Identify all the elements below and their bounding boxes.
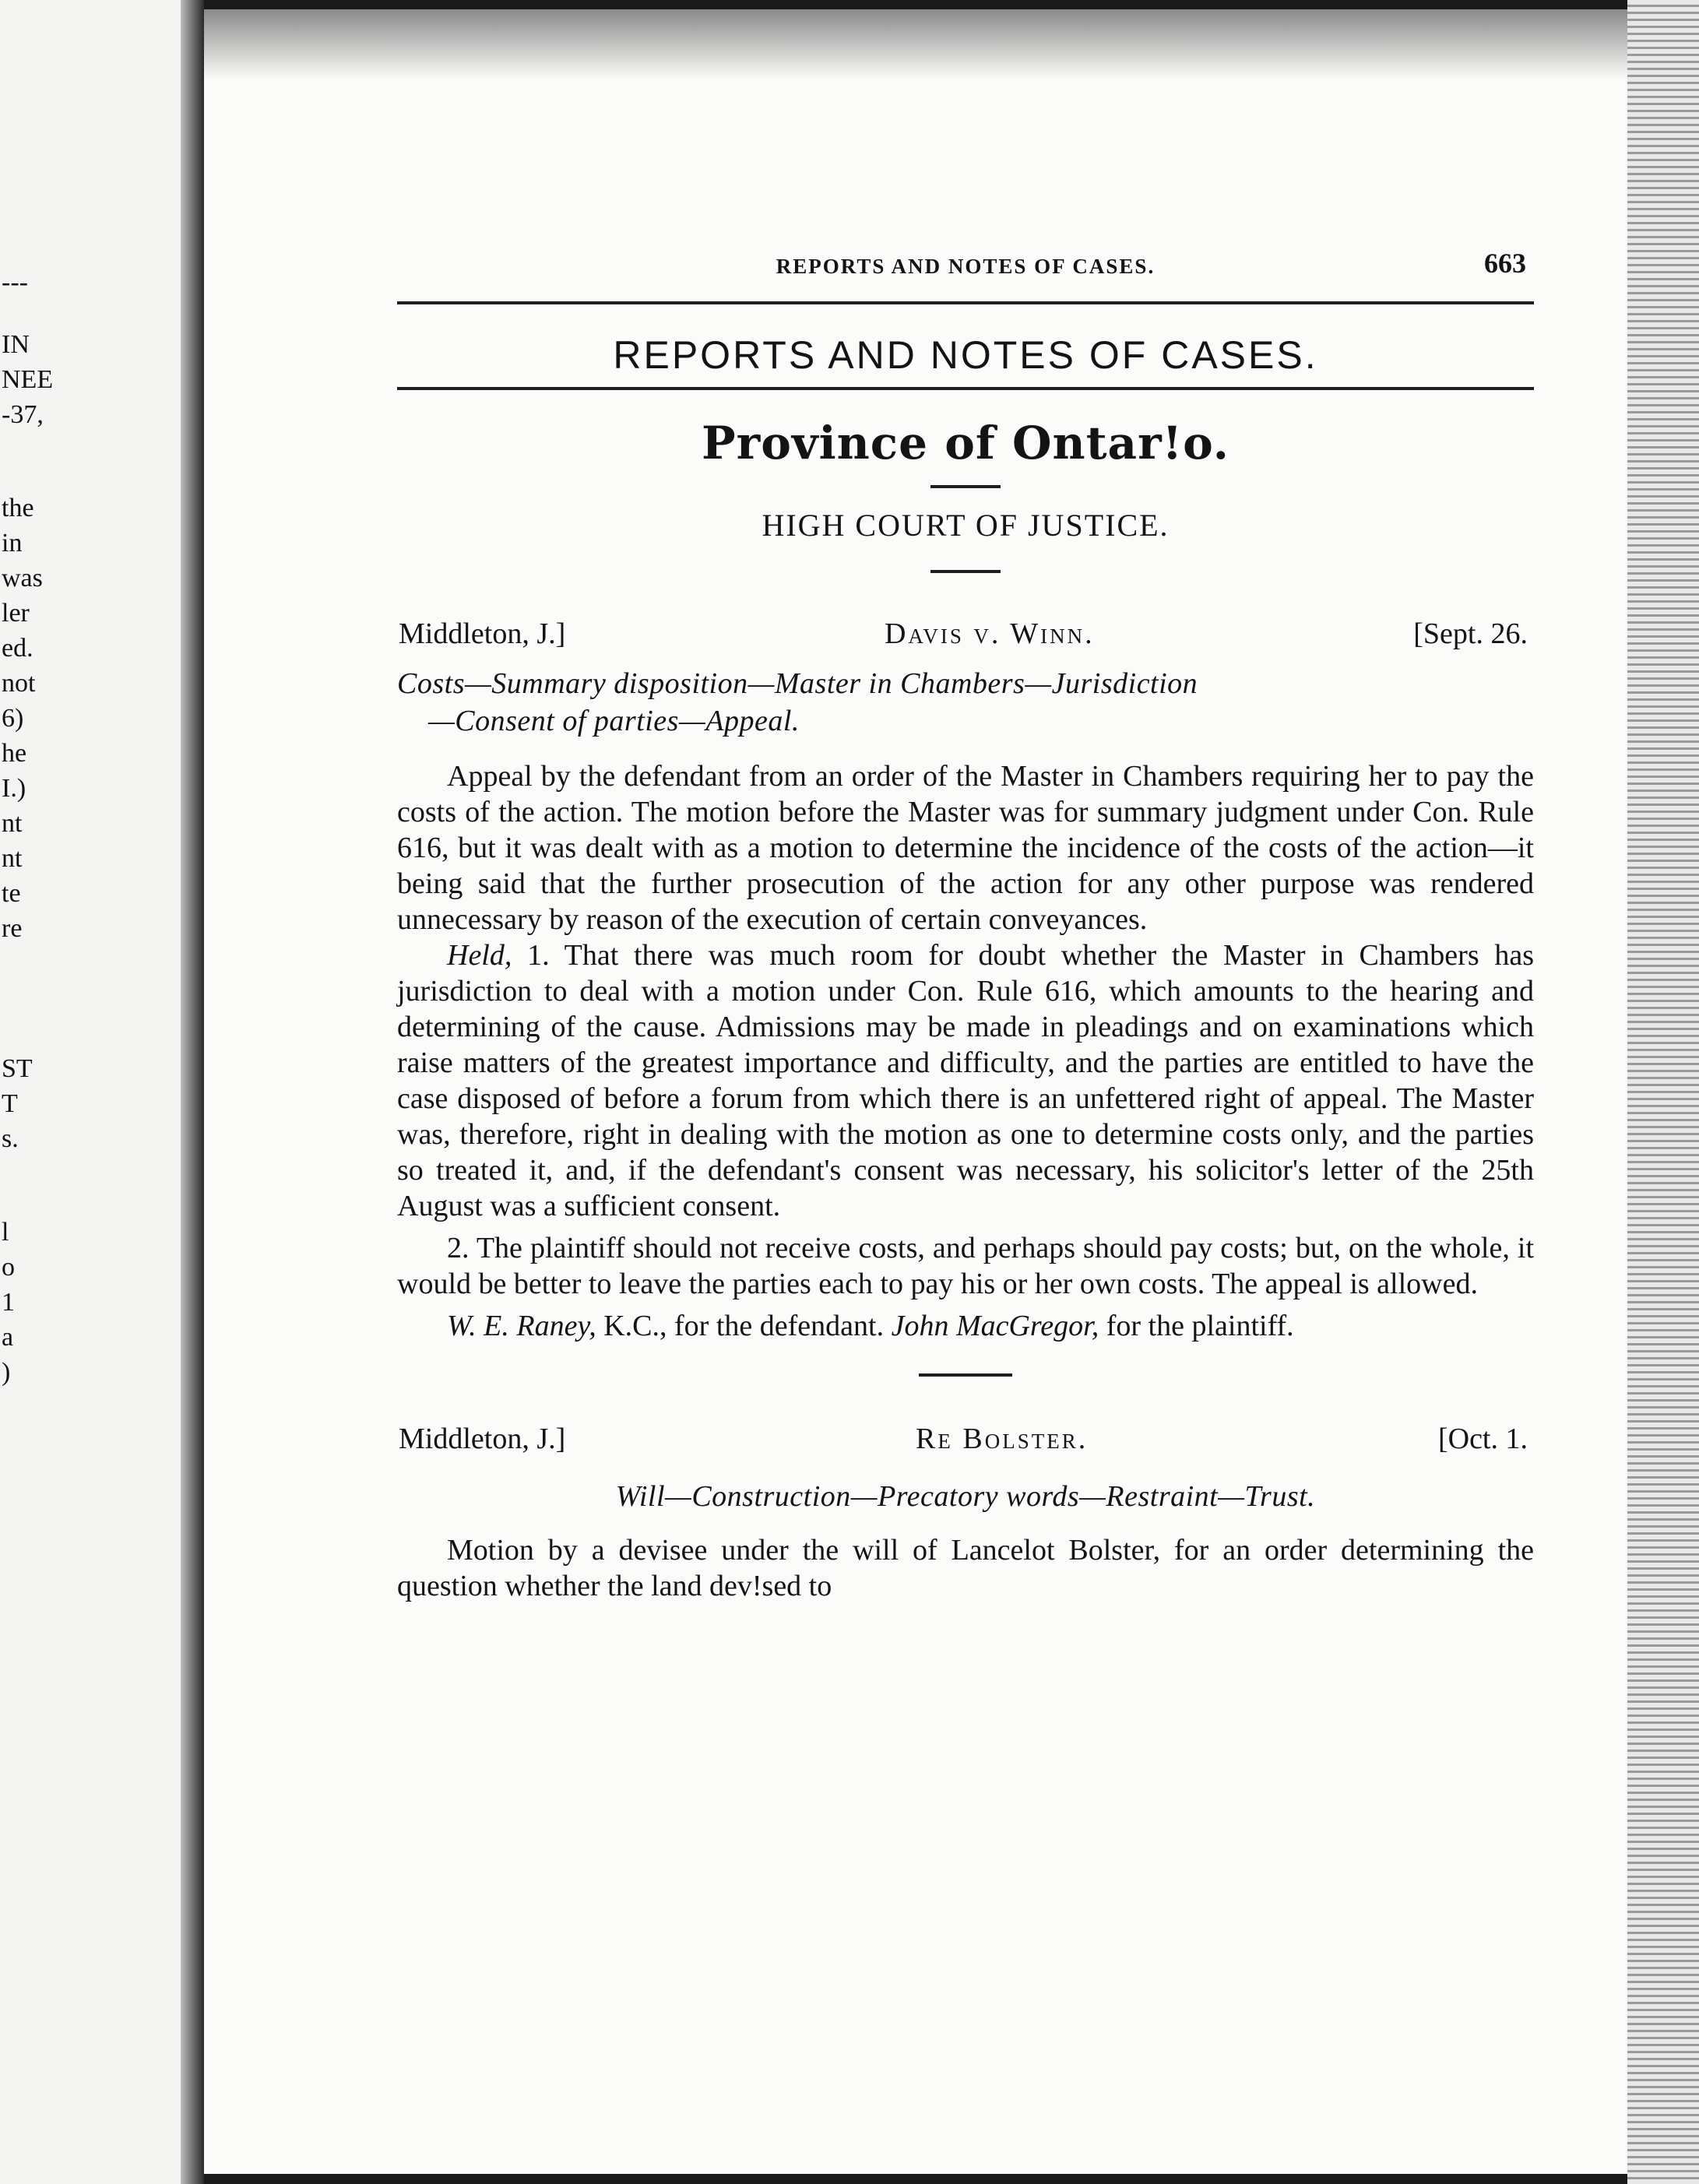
counsel-line [397,1308,1534,1344]
held-label: Held, [447,939,512,972]
case-separator [919,1373,1012,1377]
facing-page-edge [0,0,204,2184]
section-title: REPORTS AND NOTES OF CASES. [613,333,1318,377]
catchwords-line: Costs—Summary disposition—Master in Chambers—Jurisdiction [397,667,1198,700]
facing-page-fragment: in [2,529,23,557]
facing-page-fragment: o [2,1253,15,1282]
counsel-text: for the plaintiff. [1099,1310,1294,1342]
running-head [397,247,1534,301]
facing-page-fragment: ler [2,599,30,628]
court-heading: HIGH COURT OF JUSTICE. [762,508,1170,543]
facing-page-fragment: was [2,564,43,593]
case-paragraph: Motion by a devisee under the will of Lancelot Bolster, for an order determining the question whether the land dev!sed to [397,1534,1534,1602]
facing-page-fragment: ST [2,1054,33,1083]
case-paragraph: Appeal by the defendant from an order of the Master in Chambers requiring her to pay the costs of the action. The motion before the Master was for summary judgment under Con. Rule 616, but it was dealt with as a motion to determine the incidence of the costs of the action—it being said that the further prosecution of the action for any other purpose was rendered unnecessary by reason of the execution of certain conveyances. [397,760,1534,936]
case-date: [Oct. 1. [1437,1423,1528,1455]
facing-page-fragment: I.) [2,774,26,803]
short-rule [930,570,1001,573]
province-heading: Province of Ontar!o. [702,417,1229,470]
page-stack-edge [1627,0,1699,2184]
facing-page-fragment: ) [2,1358,11,1387]
facing-page-fragment: the [2,494,34,522]
held-paragraph [397,937,1534,1224]
case-paragraph: 2. The plaintiff should not receive costs, and perhaps should pay costs; but, on the whole, it would be better to leave the parties each to pay his or her own costs. The appeal is allowed. [397,1232,1534,1300]
counsel-name: John MacGregor, [891,1310,1099,1342]
held-text: 1. That there was much room for doubt whether the Master in Chambers has jurisdiction to deal with a motion under Con. Rule 616, which amounts to the hearing and determining of the cause. Admissions may be made in pleadings and on examinations which raise matters of the greatest importance and difficulty, and the parties are entitled to have the case disposed of before a forum from which there is an unfettered right of appeal. The Master was, therefore, right in dealing with the motion as one to determine costs only, and the parties so treated it, and, if the defendant's consent was necessary, his solicitor's letter of the 25th August was a sufficient consent. [397,939,1534,1222]
facing-page-fragment: te [2,879,21,908]
facing-page-fragment: T [2,1089,18,1118]
counsel-text: K.C., for the defendant. [596,1310,892,1342]
running-head-title: REPORTS AND NOTES OF CASES. [776,255,1156,278]
catchwords [397,665,1534,740]
case-header [397,1422,1534,1456]
facing-page-fragment: l [2,1218,9,1247]
page-number: 663 [1484,248,1526,279]
facing-page-fragment: nt [2,844,23,873]
short-rule [930,485,1001,488]
case-name: Re Bolster. [916,1423,1089,1455]
case-judge: Middleton, J.] [399,617,566,650]
facing-page-fragment: NEE [2,365,54,394]
catchwords-line: —Consent of parties—Appeal. [428,705,800,737]
book-page [204,9,1629,2174]
case-date: [Sept. 26. [1413,617,1528,650]
facing-page-fragment: nt [2,809,23,838]
facing-page-fragment: --- [2,268,28,297]
facing-page-fragment: re [2,914,23,943]
case-header [397,617,1534,651]
facing-page-fragment: IN [2,330,30,359]
page-shadow [204,9,1629,79]
facing-page-fragment: -37, [2,400,44,429]
facing-page-fragment: a [2,1323,14,1352]
counsel-name: W. E. Raney, [447,1310,596,1342]
case-judge: Middleton, J.] [399,1423,566,1455]
header-rule [397,301,1534,304]
facing-page-fragment: not [2,669,36,698]
book-gutter [181,0,204,2184]
facing-page-fragment: 1 [2,1288,15,1317]
facing-page-fragment: 6) [2,704,24,733]
catchwords: Will—Construction—Precatory words—Restraint—Trust. [615,1480,1316,1513]
facing-page-fragment: ed. [2,634,33,663]
case-name: Davis v. Winn. [884,617,1095,650]
facing-page-fragment: he [2,739,27,768]
section-rule [397,387,1534,390]
facing-page-fragment: s. [2,1124,19,1153]
page-content [397,247,1534,1604]
